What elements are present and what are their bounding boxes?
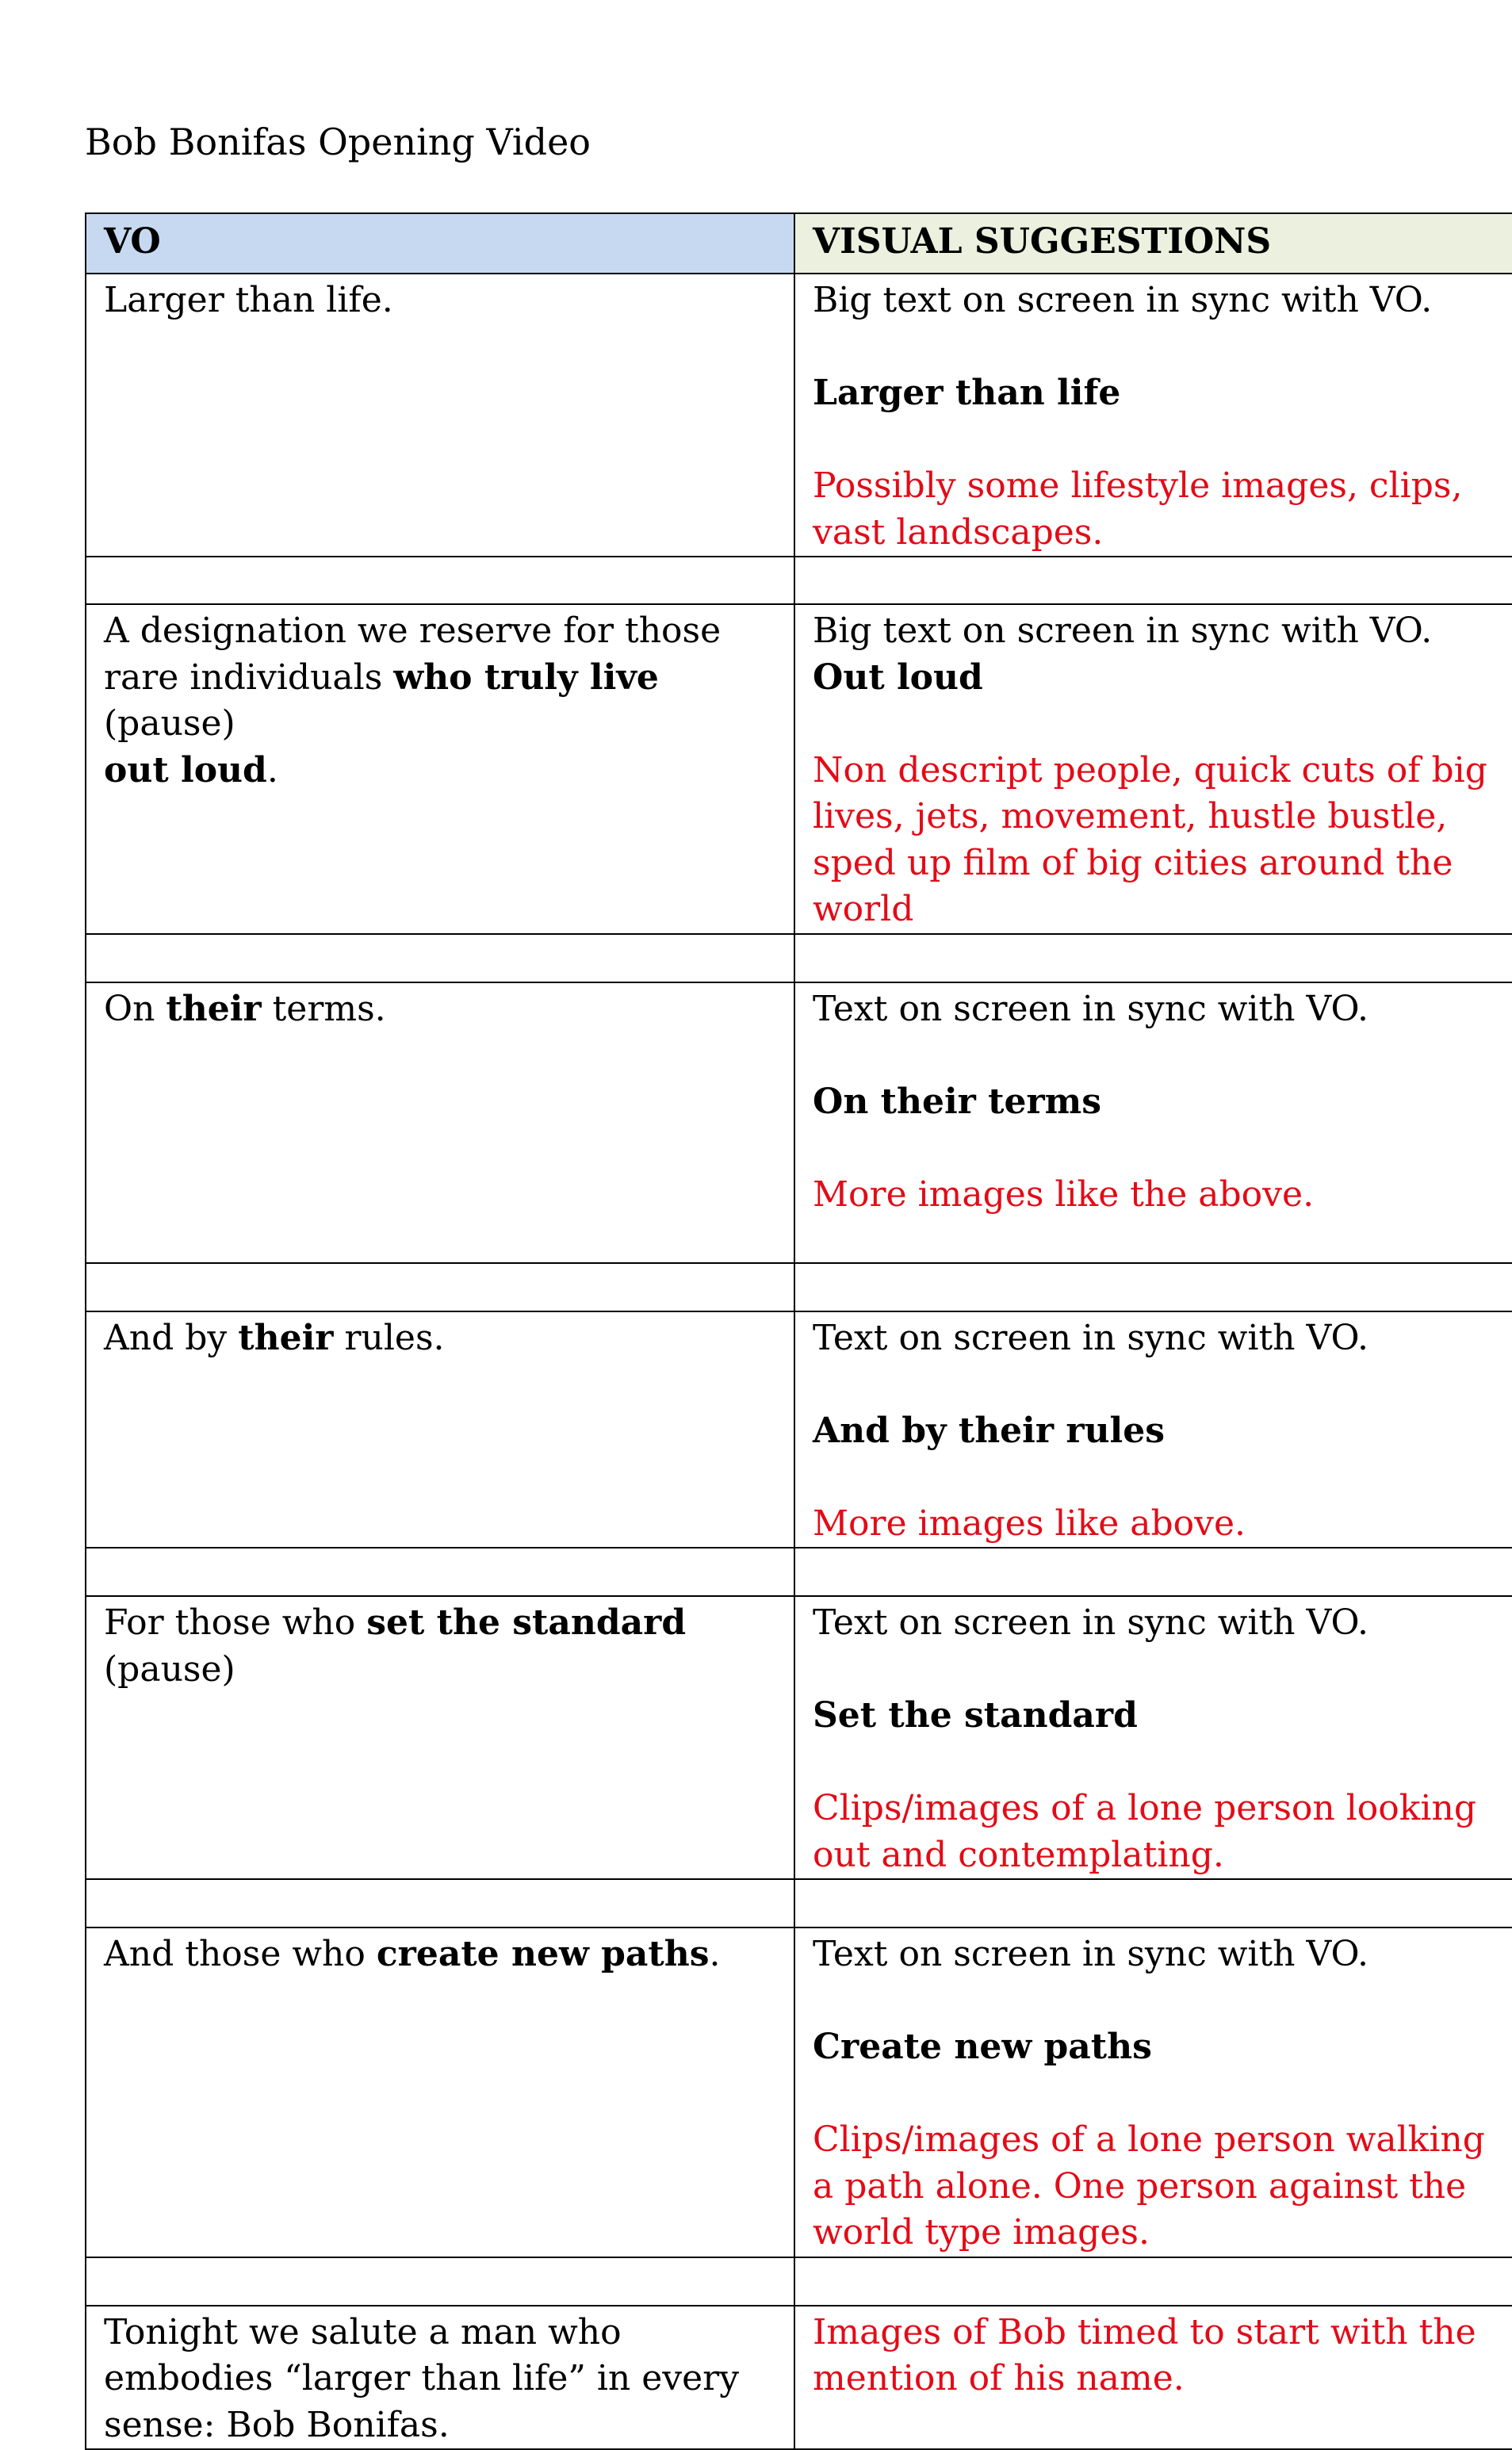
table-row xyxy=(86,1311,1512,1548)
spacer-cell xyxy=(86,557,794,604)
on-screen-text: Create new paths xyxy=(813,2027,1152,2067)
table-header-row xyxy=(86,213,1512,274)
visual-direction: Big text on screen in sync with VO. xyxy=(813,280,1433,320)
vo-emphasis: who truly live xyxy=(393,657,659,698)
visual-direction: Text on screen in sync with VO. xyxy=(813,988,1368,1029)
vo-cell xyxy=(86,1311,794,1548)
on-screen-text: Out loud xyxy=(813,657,983,698)
spacer-cell xyxy=(86,1879,794,1927)
vo-cell xyxy=(86,982,794,1263)
spacer-row xyxy=(86,1263,1512,1311)
visual-direction: Text on screen in sync with VO. xyxy=(813,1602,1368,1643)
spacer-row xyxy=(86,557,1512,604)
visual-cell xyxy=(794,1927,1512,2257)
vo-emphasis: out loud xyxy=(104,749,267,791)
spacer-cell xyxy=(794,1879,1512,1927)
visual-cell xyxy=(794,604,1512,934)
vo-emphasis: their xyxy=(166,988,262,1029)
vo-text: . xyxy=(709,1934,721,1974)
visual-note: Clips/images of a lone person looking out and contemplating. xyxy=(813,1788,1477,1875)
spacer-row xyxy=(86,1548,1512,1596)
spacer-cell xyxy=(86,2257,794,2306)
spacer-cell xyxy=(86,1548,794,1596)
table-row xyxy=(86,1927,1512,2257)
spacer-cell xyxy=(794,934,1512,982)
visual-note: Possibly some lifestyle images, clips, vast landscapes. xyxy=(813,465,1463,553)
vo-cell xyxy=(86,1927,794,2257)
vo-cell xyxy=(86,604,794,934)
visual-cell xyxy=(794,1311,1512,1548)
document-title: Bob Bonifas Opening Video xyxy=(85,121,591,163)
vo-column-header: VO xyxy=(86,213,794,274)
spacer-cell xyxy=(794,2257,1512,2306)
visual-cell xyxy=(794,1596,1512,1879)
visual-note: More images like the above. xyxy=(813,1173,1315,1215)
vo-text: And those who xyxy=(104,1934,377,1974)
visual-cell xyxy=(794,2306,1512,2450)
vo-text: Larger than life. xyxy=(104,280,393,320)
vo-text: And by xyxy=(104,1317,239,1358)
on-screen-text: On their terms xyxy=(813,1081,1101,1122)
table-row xyxy=(86,2306,1512,2450)
on-screen-text: And by their rules xyxy=(813,1410,1166,1451)
on-screen-text: Larger than life xyxy=(813,373,1121,413)
on-screen-text: Set the standard xyxy=(813,1695,1138,1736)
vo-text: rules. xyxy=(333,1317,445,1358)
visual-note: More images like above. xyxy=(813,1503,1246,1544)
spacer-cell xyxy=(86,1263,794,1311)
table-row xyxy=(86,982,1512,1263)
vo-text: . xyxy=(266,749,278,791)
spacer-cell xyxy=(86,934,794,982)
visual-note: Non descript people, quick cuts of big lives, jets, movement, hustle bustle, sped up film of big cities around the world xyxy=(813,749,1487,929)
visual-direction: Text on screen in sync with VO. xyxy=(813,1317,1368,1358)
table-row xyxy=(86,274,1512,557)
vo-text: A designation we reserve for those rare individuals xyxy=(104,611,722,698)
visual-note: Images of Bob timed to start with the mention of his name. xyxy=(813,2311,1476,2398)
vo-text: Tonight we salute a man who embodies “larger than life” in every sense: Bob Bonifas. xyxy=(104,2311,740,2445)
visual-direction: Text on screen in sync with VO. xyxy=(813,1934,1368,1974)
table-row xyxy=(86,604,1512,934)
visual-note: Clips/images of a lone person walking a path alone. One person against the world type images. xyxy=(813,2119,1485,2253)
vo-text: On xyxy=(104,988,167,1029)
visual-column-header: VISUAL SUGGESTIONS xyxy=(794,213,1512,274)
spacer-cell xyxy=(794,1263,1512,1311)
vo-cell xyxy=(86,1596,794,1879)
spacer-row xyxy=(86,2257,1512,2306)
spacer-row xyxy=(86,1879,1512,1927)
vo-text: (pause) xyxy=(104,1648,235,1690)
spacer-row xyxy=(86,934,1512,982)
visual-direction: Big text on screen in sync with VO. xyxy=(813,611,1433,651)
vo-emphasis: set the standard xyxy=(366,1602,687,1643)
vo-cell xyxy=(86,274,794,557)
spacer-cell xyxy=(794,1548,1512,1596)
vo-cell xyxy=(86,2306,794,2450)
spacer-cell xyxy=(794,557,1512,604)
vo-text: terms. xyxy=(261,988,386,1029)
visual-cell xyxy=(794,982,1512,1263)
vo-text: (pause) xyxy=(104,703,235,744)
vo-emphasis: create new paths xyxy=(376,1934,710,1974)
script-table xyxy=(85,212,1512,2450)
vo-text: For those who xyxy=(104,1602,367,1643)
vo-emphasis: their xyxy=(238,1317,334,1358)
visual-cell xyxy=(794,274,1512,557)
table-row xyxy=(86,1596,1512,1879)
